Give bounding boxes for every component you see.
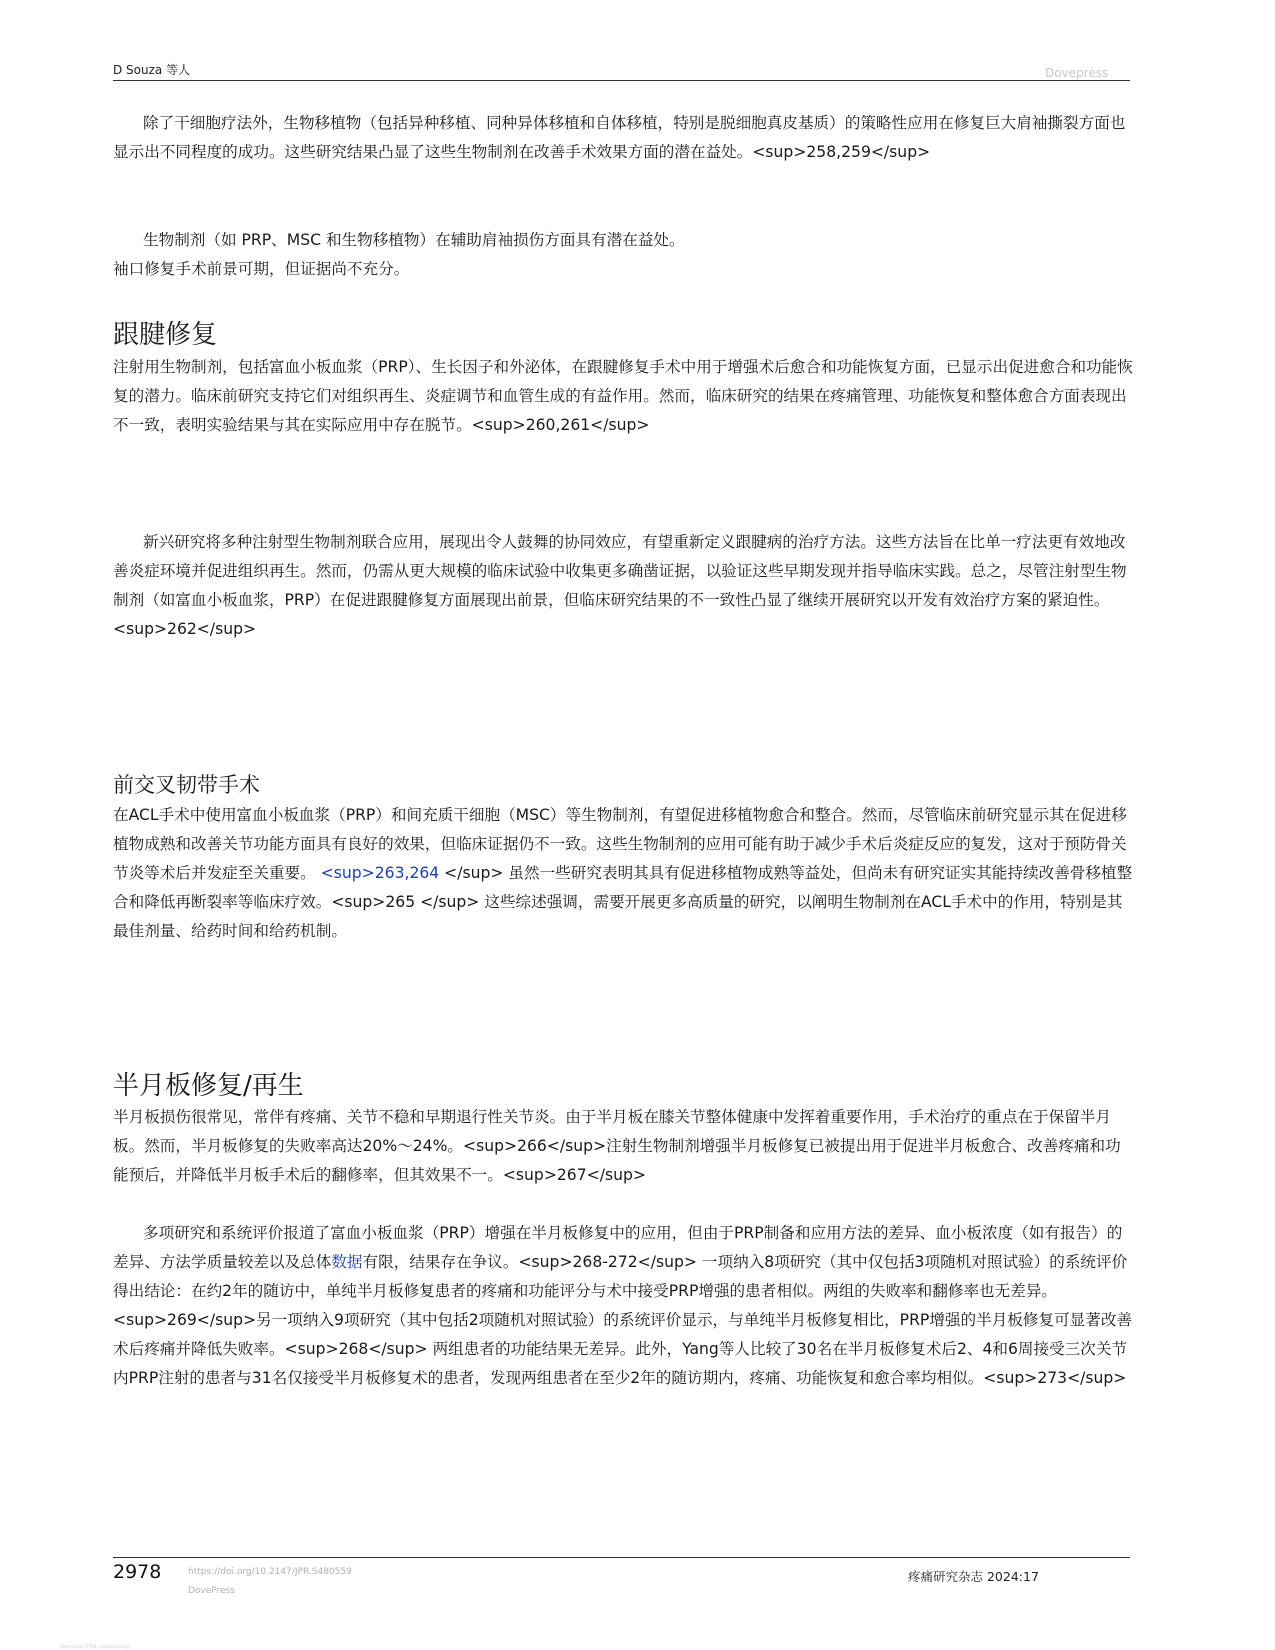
paragraph-meniscus-injury: 半月板损伤很常见，常伴有疼痛、关节不稳和早期退行性关节炎。由于半月板在膝关节整体健康中发挥着重要作用，手术治疗的重点在于保留半月板。然而，半月板修复的失败率高达20%～24%。<sup>266</sup>注射生物制剂增强半月板修复已被提出用于促进半月板愈合、改善疼痛和功能预后，并降低半月板手术后的翻修率，但其效果不一。<sup>267</sup> (113, 1108, 1121, 1184)
footer-rule (113, 1557, 1130, 1558)
paragraph-stem-cell-grafts: 除了干细胞疗法外，生物移植物（包括异种移植、同种异体移植和自体移植，特别是脱细胞真皮基质）的策略性应用在修复巨大肩袖撕裂方面也显示出不同程度的成功。这些研究结果凸显了这些生物制剂在改善手术效果方面的潜在益处。<sup>258,259</sup> (113, 114, 1126, 161)
meniscus-text-part-2: 有限，结果存在争议。<sup>268-272</sup> 一项纳入8项研究（其中仅包括3项随机对照试验）的系统评价得出结论：在约2年的随访中，单纯半月板修复患者的疼痛和功能评分与术中接受PRP增强的患者相似。两组的失败率和翻修率也无差异。<sup>269</sup>另一项纳入9项研究（其中包括2项随机对照试验）的系统评价显示，与单纯半月板修复相比，PRP增强的半月板修复可显著改善术后疼痛并降低失败率。<sup>268</sup> 两组患者的功能结果无差异。此外，Yang等人比较了30名在半月板修复术后2、4和6周接受三次关节内PRP注射的患者与31名仅接受半月板修复术的患者，发现两组患者在至少2年的随访期内，疼痛、功能恢复和愈合率均相似。<sup>273</sup> (113, 1253, 1133, 1387)
footer-press: DovePress (188, 1586, 235, 1596)
paragraph-achilles-injectables: 注射用生物制剂，包括富血小板血浆（PRP）、生长因子和外泌体，在跟腱修复手术中用于增强术后愈合和功能恢复方面，已显示出促进愈合和功能恢复的潜力。临床前研究支持它们对组织再生、炎症调节和血管生成的有益作用。然而，临床研究的结果在疼痛管理、功能恢复和整体愈合方面表现出不一致，表明实验结果与其在实际应用中存在脱节。<sup>260,261</sup> (113, 358, 1133, 434)
running-header-publisher: Dovepress (1045, 66, 1109, 80)
running-header-authors: D Souza 等人 (113, 63, 191, 77)
citation-link-263-264[interactable]: <sup>263,264 (320, 864, 440, 882)
paragraph-acl (113, 801, 1133, 946)
header-rule (113, 80, 1130, 81)
section-heading-acl: 前交叉韧带手术 (113, 773, 260, 797)
data-link[interactable]: 数据 (331, 1253, 363, 1271)
acl-text-part-1: 在ACL手术中使用富血小板血浆（PRP）和间充质干细胞（MSC）等生物制剂，有望促进移植物愈合和整合。然而，尽管临床前研究显示其在促进移植物成熟和改善关节功能方面具有良好的效果，但临床证据仍不一致。这些生物制剂的应用可能有助于减少手术后炎症反应的复发，这对于预防骨关节炎等术后并发症至关重要。 (113, 806, 1127, 882)
meniscus-text-part-1: 多项研究和系统评价报道了富血小板血浆（PRP）增强在半月板修复中的应用，但由于PRP制备和应用方法的差异、血小板浓度（如有报告）的差异、方法学质量较差以及总体 (113, 1224, 1123, 1271)
doi-link[interactable]: https://doi.org/10.2147/JPR.S480559 (188, 1567, 352, 1577)
summary-line-1: 生物制剂（如 PRP、MSC 和生物移植物）在辅助肩袖损伤方面具有潜在益处。 (143, 231, 685, 249)
footer-tiny-note: Powered by TCPDF (www.tcpdf.org) (60, 1644, 131, 1649)
acl-text-part-2: </sup> 虽然一些研究表明其具有促进移植物成熟等益处，但尚未有研究证实其能持续改善骨移植整合和降低再断裂率等临床疗效。<sup>265 </sup> 这些综述强调，需要开展更多高质量的研究，以阐明生物制剂在ACL手术中的作用，特别是其最佳剂量、给药时间和给药机制。 (113, 864, 1133, 940)
summary-line-2: 袖口修复手术前景可期，但证据尚不充分。 (113, 260, 410, 278)
section-heading-meniscus: 半月板修复/再生 (113, 1071, 304, 1101)
journal-citation: 疼痛研究杂志 2024:17 (908, 1569, 1039, 1584)
section-heading-achilles: 跟腱修复 (113, 320, 218, 350)
paragraph-achilles-combination: 新兴研究将多种注射型生物制剂联合应用，展现出令人鼓舞的协同效应，有望重新定义跟腱病的治疗方法。这些方法旨在比单一疗法更有效地改善炎症环境并促进组织再生。然而，仍需从更大规模的临床试验中收集更多确凿证据，以验证这些早期发现并指导临床实践。总之，尽管注射型生物制剂（如富血小板血浆，PRP）在促进跟腱修复方面展现出前景，但临床研究结果的不一致性凸显了继续开展研究以开发有效治疗方案的紧迫性。<sup>262</sup> (113, 533, 1127, 638)
page-number: 2978 (113, 1561, 162, 1583)
paragraph-meniscus-prp (113, 1219, 1133, 1393)
